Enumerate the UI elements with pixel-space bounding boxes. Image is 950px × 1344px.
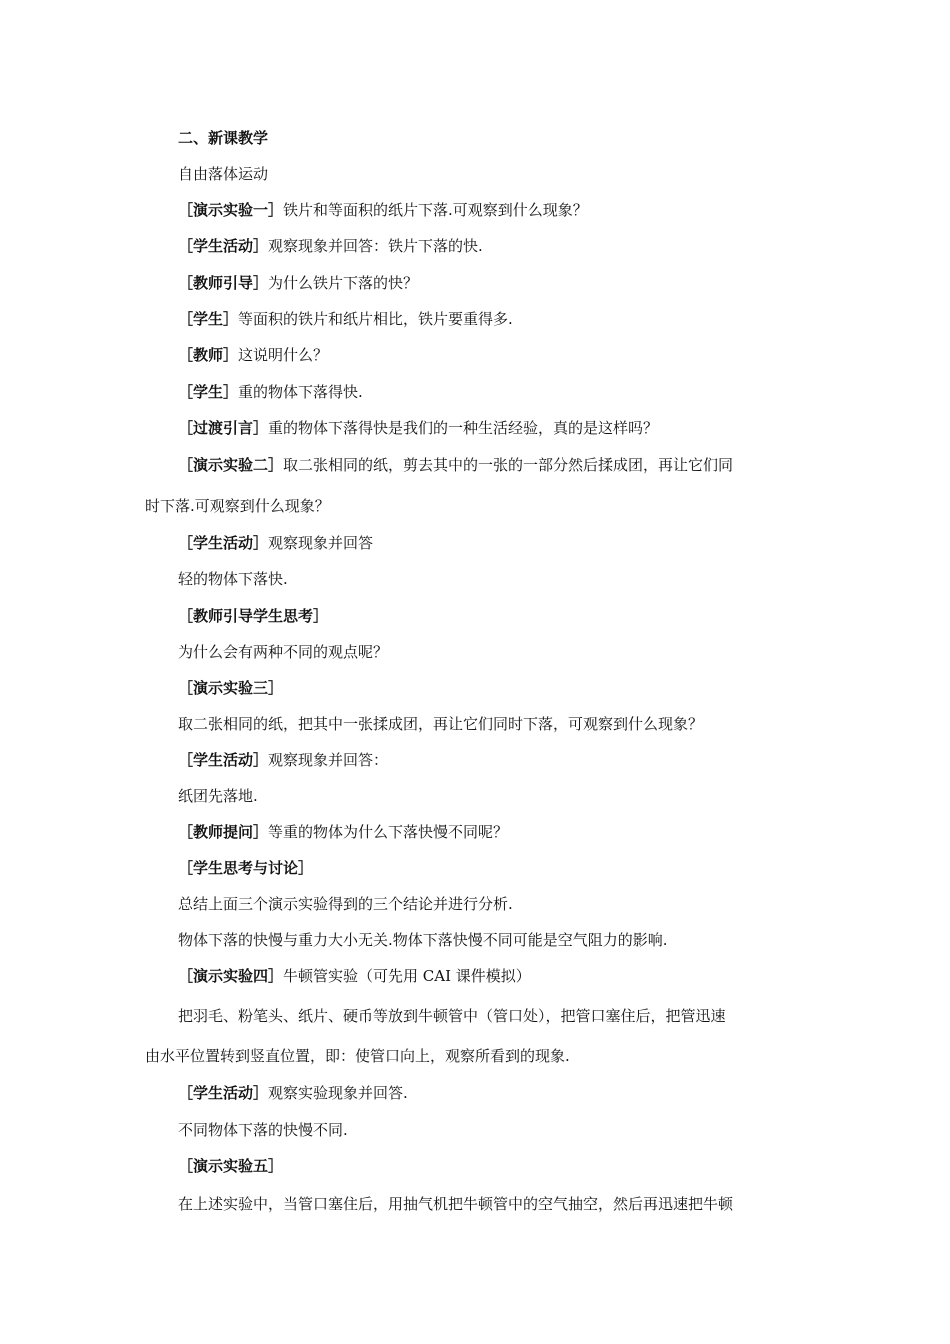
line-label: ［教师引导学生思考］	[178, 607, 329, 625]
line-label: ［教师提问］	[178, 823, 269, 841]
line-label: ［演示实验四］	[178, 967, 284, 985]
line-label: ［演示实验二］	[178, 456, 284, 474]
line-label: ［学生活动］	[178, 237, 269, 255]
line-text: 总结上面三个演示实验得到的三个结论并进行分析.	[178, 895, 513, 913]
line-text: 物体下落的快慢与重力大小无关.物体下落快慢不同可能是空气阻力的影响.	[178, 931, 668, 949]
line-text: 取二张相同的纸，把其中一张揉成团，再让它们同时下落，可观察到什么现象？	[178, 715, 704, 733]
paragraph-line	[178, 382, 363, 402]
line-label: ［学生活动］	[178, 751, 269, 769]
paragraph-line	[178, 930, 668, 950]
line-label: ［演示实验一］	[178, 201, 284, 219]
line-text: 重的物体下落得快是我们的一种生活经验，真的是这样吗？	[268, 419, 659, 437]
paragraph-line	[178, 533, 373, 553]
paragraph-line	[178, 569, 288, 589]
line-text: 把羽毛、粉笔头、纸片、硬币等放到牛顿管中（管口处），把管口塞住后，把管迅速	[178, 1007, 726, 1025]
line-text: 等面积的铁片和纸片相比，铁片要重得多.	[238, 310, 513, 328]
paragraph-line	[178, 822, 508, 842]
line-label: ［学生］	[178, 310, 239, 328]
paragraph-line	[178, 894, 513, 914]
line-text: 重的物体下落得快.	[238, 383, 363, 401]
line-label: ［教师］	[178, 346, 239, 364]
line-text: 纸团先落地.	[178, 787, 258, 805]
paragraph-line	[145, 1046, 570, 1066]
line-label: ［学生］	[178, 383, 239, 401]
paragraph-line	[178, 200, 588, 220]
line-text: 为什么会有两种不同的观点呢？	[178, 643, 389, 661]
paragraph-line	[178, 858, 313, 878]
paragraph-line	[178, 418, 658, 438]
line-text: 为什么铁片下落的快？	[268, 274, 419, 292]
line-text: 不同物体下落的快慢不同.	[178, 1121, 348, 1139]
paragraph-line	[178, 966, 531, 986]
line-text: 时下落.可观察到什么现象？	[145, 497, 330, 515]
line-text: 观察现象并回答：	[268, 751, 389, 769]
line-text: 由水平位置转到竖直位置，即：使管口向上，观察所看到的现象.	[145, 1047, 570, 1065]
paragraph-line	[145, 496, 330, 516]
paragraph-line	[178, 714, 703, 734]
paragraph-line	[178, 1120, 348, 1140]
paragraph-line	[178, 236, 483, 256]
paragraph-line	[178, 642, 388, 662]
paragraph-line	[178, 1194, 733, 1214]
paragraph-line	[178, 345, 328, 365]
line-text: 观察现象并回答	[268, 534, 374, 552]
paragraph-line	[178, 1156, 283, 1176]
line-label: ［教师引导］	[178, 274, 269, 292]
line-text: 取二张相同的纸，剪去其中的一张的一部分然后揉成团，再让它们同	[283, 456, 734, 474]
paragraph-line	[178, 678, 283, 698]
line-text: 观察实验现象并回答.	[268, 1084, 408, 1102]
line-label: ［演示实验三］	[178, 679, 284, 697]
paragraph-line	[178, 455, 733, 475]
section-heading: 二、新课教学	[178, 129, 269, 147]
line-text: 这说明什么？	[238, 346, 329, 364]
paragraph-line	[178, 1083, 408, 1103]
line-label: ［学生活动］	[178, 1084, 269, 1102]
line-text: 等重的物体为什么下落快慢不同呢？	[268, 823, 509, 841]
line-text: 牛顿管实验（可先用 CAI 课件模拟）	[283, 967, 531, 985]
line-label: ［学生思考与讨论］	[178, 859, 314, 877]
paragraph-line	[178, 1006, 726, 1026]
paragraph-line	[178, 606, 328, 626]
paragraph-line	[178, 786, 258, 806]
line-label: ［演示实验五］	[178, 1157, 284, 1175]
paragraph-line	[178, 164, 268, 184]
line-text: 在上述实验中，当管口塞住后，用抽气机把牛顿管中的空气抽空，然后再迅速把牛顿	[178, 1195, 734, 1213]
paragraph-line	[178, 309, 513, 329]
line-text: 铁片和等面积的纸片下落.可观察到什么现象？	[283, 201, 588, 219]
line-text: 轻的物体下落快.	[178, 570, 288, 588]
line-label: ［学生活动］	[178, 534, 269, 552]
line-text: 观察现象并回答：铁片下落的快.	[268, 237, 483, 255]
paragraph-line	[178, 750, 388, 770]
line-text: 自由落体运动	[178, 165, 269, 183]
line-label: ［过渡引言］	[178, 419, 269, 437]
paragraph-line	[178, 273, 418, 293]
